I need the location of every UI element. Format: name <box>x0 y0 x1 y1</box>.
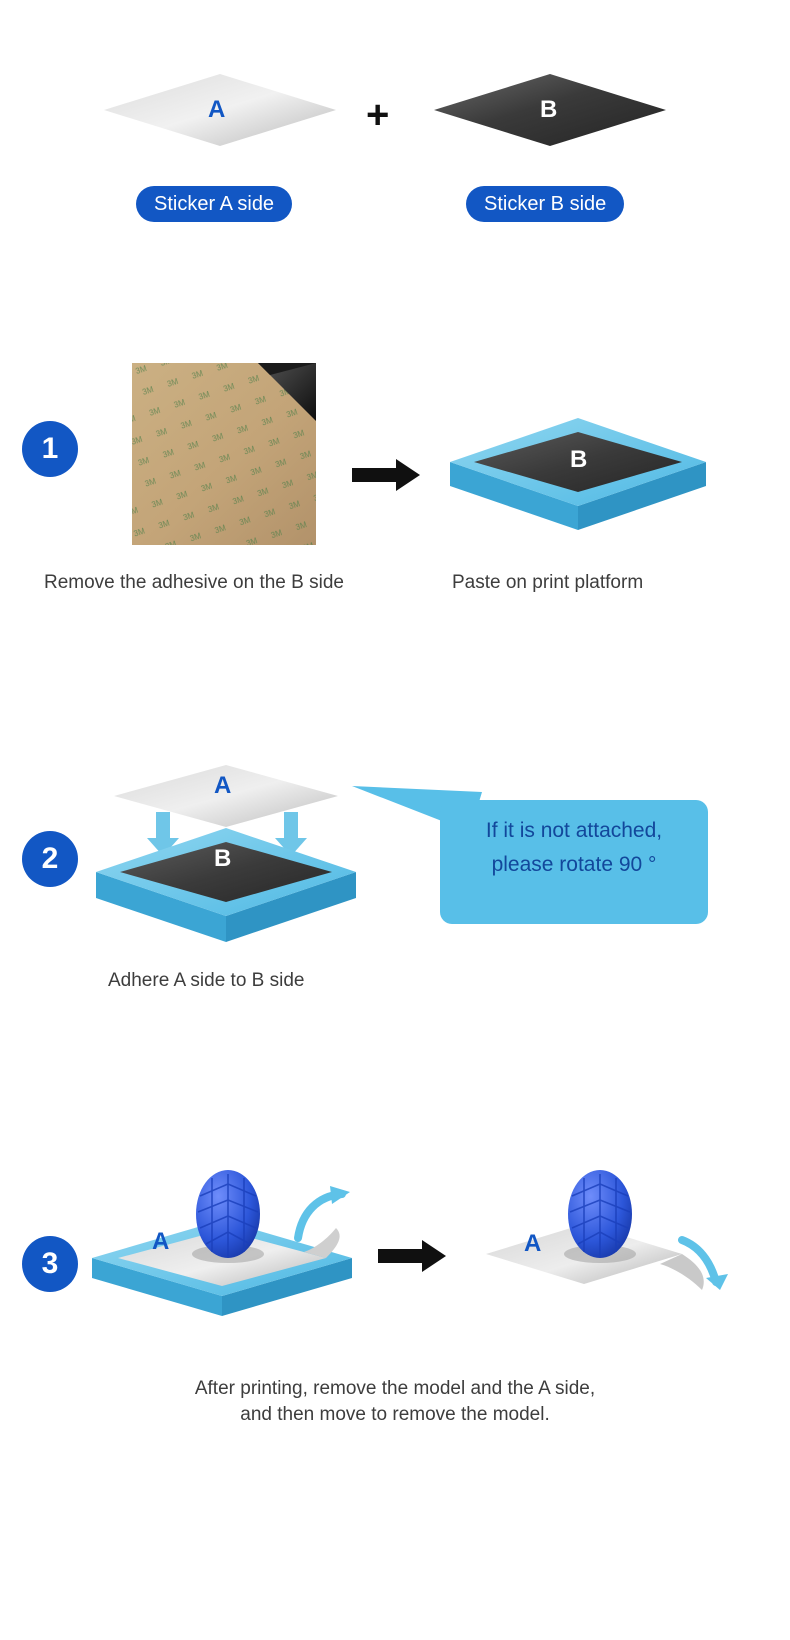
sticker-a-label: Sticker A side <box>136 186 292 222</box>
adhesive-sheet-b <box>132 363 316 545</box>
step-3-caption-line-2: and then move to remove the model. <box>240 1404 550 1425</box>
platform-b-letter: B <box>570 446 588 473</box>
step-1-arrow-icon <box>352 457 422 493</box>
sticker-b-label: Sticker B side <box>466 186 624 222</box>
step-3-left-a-letter: A <box>152 1228 170 1255</box>
step-2-platform <box>92 824 362 948</box>
step-2-sheet-a-letter: A <box>214 772 232 799</box>
step-2-caption: Adhere A side to B side <box>108 970 305 991</box>
step-3-number: 3 <box>22 1236 78 1292</box>
sticker-a-letter: A <box>208 96 226 123</box>
step-2-platform-b-letter: B <box>214 845 232 872</box>
plus-symbol: + <box>366 93 390 137</box>
step-3-model-left <box>186 1168 270 1264</box>
step-3-peel-arrow-left-icon <box>292 1186 352 1242</box>
sticker-b-letter: B <box>540 96 558 123</box>
step-3-arrow-icon <box>378 1238 448 1274</box>
step-1-number: 1 <box>22 421 78 477</box>
step-2-number: 2 <box>22 831 78 887</box>
step-3-right-a-letter: A <box>524 1230 542 1257</box>
step-3-peel-arrow-right-icon <box>676 1234 736 1290</box>
print-platform-with-b <box>446 416 714 536</box>
callout-line-2: please rotate 90 ° <box>491 853 657 876</box>
step-3-model-right <box>558 1168 642 1264</box>
step-1-caption-right: Paste on print platform <box>452 572 644 593</box>
rotate-callout <box>440 800 708 924</box>
step-3-caption-line-1: After printing, remove the model and the A side, <box>194 1378 596 1399</box>
step-1-caption-left: Remove the adhesive on the B side <box>44 572 344 593</box>
callout-line-1: If it is not attached, <box>485 819 663 842</box>
